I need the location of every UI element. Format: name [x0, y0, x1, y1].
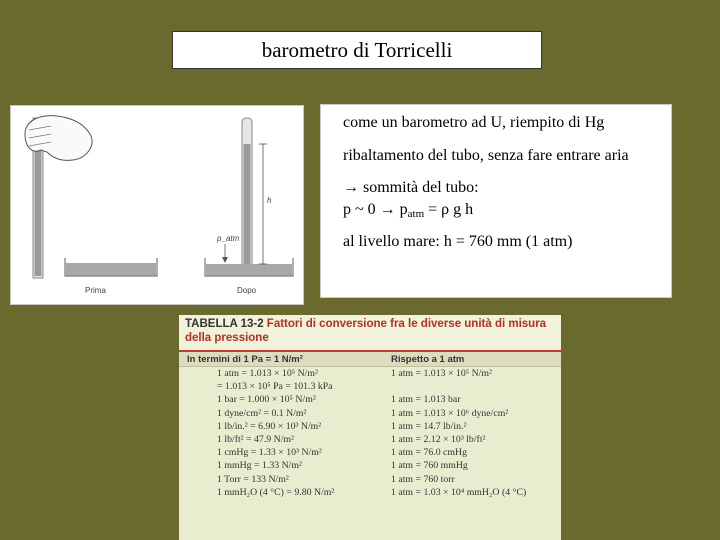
mercury-dish-after	[206, 264, 292, 275]
cell-right: 1 atm = 760 torr	[391, 473, 455, 485]
cell-right: 1 atm = 76.0 cmHg	[391, 447, 467, 459]
cell-right: 1 atm = 1.03 × 10⁴ mmH₂O (4 °C)	[391, 486, 527, 498]
cell-left: 1 mmH₂O (4 °C) = 9.80 N/m²	[217, 486, 335, 498]
conversion-table	[179, 315, 561, 540]
torricelli-illustration	[11, 106, 303, 304]
cell-left: 1 dyne/cm² = 0.1 N/m²	[217, 407, 307, 419]
table-column-headers	[179, 352, 561, 367]
note-line-3: → sommità del tubo:	[343, 179, 479, 196]
notes-box	[320, 104, 672, 298]
table-row	[179, 486, 561, 499]
table-row	[179, 446, 561, 459]
table-number: TABELLA 13-2	[185, 318, 264, 330]
cell-right: 1 atm = 1.013 × 10⁶ dyne/cm²	[391, 407, 509, 419]
cell-right	[375, 380, 391, 393]
cell-left: 1 cmHg = 1.33 × 10³ N/m²	[217, 447, 322, 459]
mercury-column-after	[244, 144, 251, 274]
table-row	[179, 380, 561, 393]
note-line-1: come un barometro ad U, riempito di Hg	[343, 114, 605, 131]
table-row	[179, 433, 561, 446]
label-after: Dopo	[237, 286, 257, 295]
note-line-4-b: = ρ g h	[424, 201, 474, 218]
note-line-4-sub: atm	[407, 208, 425, 220]
cell-left: 1 bar = 1.000 × 10⁵ N/m²	[217, 394, 316, 406]
cell-right: 1 atm = 1.013 bar	[391, 394, 461, 406]
column-header-pa: In termini di 1 Pa = 1 N/m²	[187, 353, 303, 365]
height-label: h	[267, 196, 272, 205]
mercury-dish-before	[66, 263, 156, 275]
table-header	[179, 315, 561, 352]
cell-left: 1 lb/in.² = 6.90 × 10³ N/m²	[217, 420, 322, 432]
cell-left: 1 mmHg = 1.33 N/m²	[217, 460, 302, 472]
table-row	[179, 393, 561, 406]
table-row	[179, 367, 561, 380]
cell-right: 1 atm = 14.7 lb/in.²	[391, 420, 467, 432]
note-line-4-a: p ~ 0 → p	[343, 201, 408, 218]
note-line-2: ribaltamento del tubo, senza fare entrare aria	[343, 147, 629, 164]
cell-left: 1 lb/ft² = 47.9 N/m²	[217, 433, 294, 445]
label-before: Prima	[85, 286, 106, 295]
torricelli-figure	[10, 105, 304, 305]
table-row	[179, 473, 561, 486]
table-title: Fattori di conversione fra le diverse unità di misura della pressione	[185, 318, 547, 344]
note-line-4	[343, 201, 473, 220]
cell-right: 1 atm = 760 mmHg	[391, 460, 468, 472]
note-line-5: al livello mare: h = 760 mm (1 atm)	[343, 233, 573, 250]
table-rows	[179, 367, 561, 499]
table-row	[179, 420, 561, 433]
table-row	[179, 407, 561, 420]
cell-left: = 1.013 × 10⁵ Pa = 101.3 kPa	[217, 381, 333, 393]
patm-label: p_atm	[217, 234, 240, 243]
cell-right: 1 atm = 1.013 × 10⁵ N/m²	[391, 368, 492, 379]
table-row	[179, 459, 561, 472]
cell-left: 1 atm = 1.013 × 10⁵ N/m²	[217, 368, 318, 379]
patm-arrow-head	[222, 257, 228, 263]
cell-right: 1 atm = 2.12 × 10³ lb/ft²	[391, 433, 486, 445]
slide-title: barometro di Torricelli	[172, 31, 542, 69]
column-header-atm: Rispetto a 1 atm	[391, 353, 465, 365]
cell-left: 1 Torr = 133 N/m²	[217, 473, 289, 485]
